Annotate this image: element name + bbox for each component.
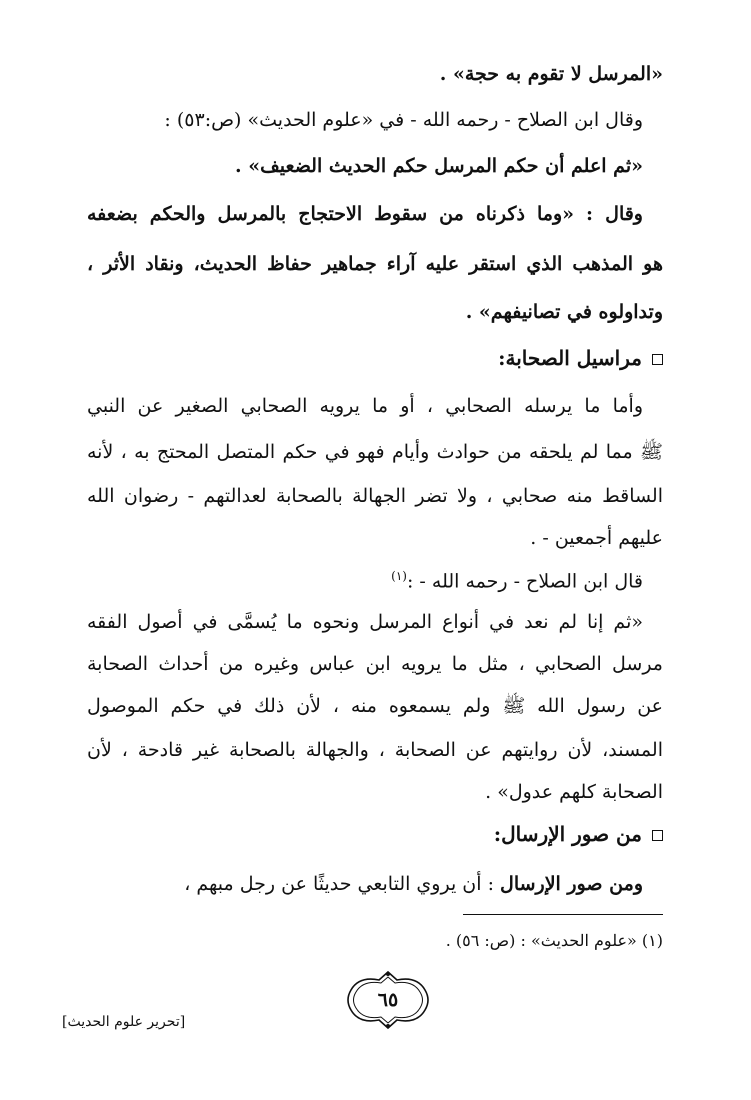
text-line: وأما ما يرسله الصحابي ، أو ما يرويه الصحابي الصغير عن النبي xyxy=(87,395,643,417)
text-line: الساقط منه صحابي ، ولا تضر الجهالة بالصحابة لعدالتهم - رضوان الله xyxy=(87,485,663,507)
text-line xyxy=(87,864,643,904)
footnote: (١) «علوم الحديث» : (ص: ٥٦) . xyxy=(445,931,663,950)
text-line: عليهم أجمعين - . xyxy=(530,527,663,549)
text-line: مرسل الصحابي ، مثل ما يرويه ابن عباس وغيره من أحداث الصحابة xyxy=(87,653,663,675)
text-line: «ثم اعلم أن حكم المرسل حكم الحديث الضعيف» . xyxy=(235,155,643,177)
text-line: الصحابة كلهم عدول» . xyxy=(485,781,663,803)
heading-text: مراسيل الصحابة: xyxy=(498,346,642,370)
text-line: وقال ابن الصلاح - رحمه الله - في «علوم الحديث» (ص:٥٣) : xyxy=(164,109,643,131)
footnote-reference: (١) xyxy=(391,569,407,583)
square-bullet-icon xyxy=(652,354,663,365)
text-line: هو المذهب الذي استقر عليه آراء جماهير حفاظ الحديث، ونقاد الأثر ، xyxy=(87,253,663,275)
heading-text: من صور الإرسال: xyxy=(493,822,642,846)
square-bullet-icon xyxy=(652,830,663,841)
section-heading xyxy=(494,814,663,854)
text-line: وقال : «وما ذكرناه من سقوط الاحتجاج بالمرسل والحكم بضعفه xyxy=(87,203,643,225)
page-number: ٦٥ xyxy=(377,989,399,1011)
footnote-divider xyxy=(463,914,663,915)
text-line: «ثم إنا لم نعد في أنواع المرسل ونحوه ما يُسمَّى في أصول الفقه xyxy=(87,611,643,633)
quote-intro-line xyxy=(87,556,643,596)
text-line: ﷺ مما لم يلحقه من حوادث وأيام فهو في حكم المتصل المحتج به ، لأنه xyxy=(87,441,663,463)
text-line: «المرسل لا تقوم به حجة» . xyxy=(439,63,663,85)
section-heading xyxy=(498,338,663,378)
text-line: المسند، لأن روايتهم عن الصحابة ، والجهالة بالصحابة غير قادحة ، لأن xyxy=(87,739,663,761)
quote-intro-text: قال ابن الصلاح - رحمه الله - : xyxy=(406,570,643,593)
text-line: وتداولوه في تصانيفهم» . xyxy=(465,301,663,323)
bold-phrase: ومن صور الإرسال xyxy=(500,873,643,895)
text-line: عن رسول الله ﷺ ولم يسمعوه منه ، لأن ذلك في حكم الموصول xyxy=(87,695,663,717)
book-title: [تحرير علوم الحديث] xyxy=(62,1014,186,1030)
line-rest: : أن يروي التابعي حديثًا عن رجل مبهم ، xyxy=(184,873,501,895)
